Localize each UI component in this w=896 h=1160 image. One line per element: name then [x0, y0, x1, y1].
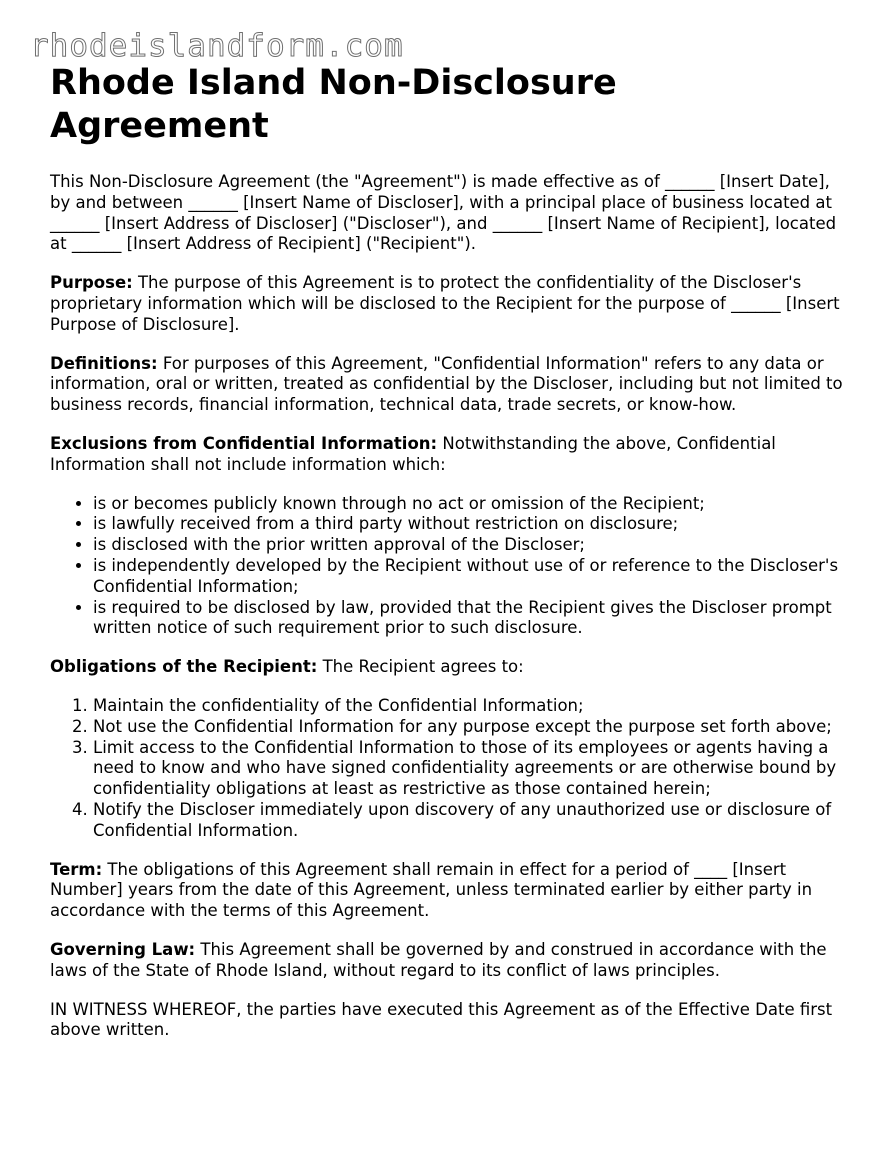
- obligations-heading: Obligations of the Recipient:: [50, 657, 318, 677]
- definitions-section: [50, 354, 850, 416]
- list-item: 3. Limit access to the Confidential Information to those of its employees or agents having a need to know and who have signed confidentiality agreements or are otherwise bound by confidentiality obligations at least as restrictive as those contained herein;: [93, 738, 850, 800]
- purpose-heading: Purpose:: [50, 273, 133, 293]
- exclusions-list: [50, 494, 850, 640]
- obligations-list: [50, 696, 850, 842]
- definitions-text: For purposes of this Agreement, "Confidential Information" refers to any data or information, oral or written, treated as confidential by the Discloser, including but not limited to business records, financial information, technical data, trade secrets, or know-how.: [50, 353, 843, 415]
- exclusions-section: [50, 434, 850, 476]
- term-text: The obligations of this Agreement shall remain in effect for a period of ____ [Insert Number] years from the date of this Agreement, unless terminated earlier by either party in accordance with the terms of this Agreement.: [50, 859, 813, 921]
- definitions-heading: Definitions:: [50, 353, 158, 373]
- list-item: • is independently developed by the Recipient without use of or reference to the Discloser's Confidential Information;: [93, 556, 850, 598]
- page-title: Rhode Island Non-Disclosure Agreement: [50, 63, 617, 146]
- governing-law-text: This Agreement shall be governed by and construed in accordance with the laws of the State of Rhode Island, without regard to its conflict of laws principles.: [50, 939, 827, 980]
- intro-paragraph: This Non-Disclosure Agreement (the "Agreement") is made effective as of ______ [Insert Date], by and between ______ [Insert Name of Discloser], with a principal place of business located at ______ [Insert Address of Discloser] ("Discloser"), and ______ [Insert Name of Recipient], located at ______ [Insert Address of Recipient] ("Recipient").: [50, 172, 837, 254]
- site-watermark: rhodeislandform.com: [30, 28, 404, 64]
- purpose-text: The purpose of this Agreement is to protect the confidentiality of the Discloser's proprietary information which will be disclosed to the Recipient for the purpose of ______ [Insert Purpose of Disclosure].: [50, 273, 840, 334]
- list-item: • is disclosed with the prior written approval of the Discloser;: [93, 535, 850, 556]
- term-section: [50, 860, 850, 922]
- list-item: • is or becomes publicly known through no act or omission of the Recipient;: [93, 494, 850, 515]
- obligations-text: The Recipient agrees to:: [317, 657, 524, 677]
- document-body: [50, 62, 850, 1059]
- list-item: • is required to be disclosed by law, provided that the Recipient gives the Discloser prompt written notice of such requirement prior to such disclosure.: [93, 598, 850, 640]
- term-heading: Term:: [50, 859, 103, 879]
- governing-law-section: [50, 940, 850, 982]
- governing-law-heading: Governing Law:: [50, 939, 196, 959]
- witness-paragraph: IN WITNESS WHEREOF, the parties have executed this Agreement as of the Effective Date first above written.: [50, 999, 833, 1040]
- obligations-section: [50, 657, 850, 678]
- exclusions-heading: Exclusions from Confidential Information:: [50, 433, 438, 453]
- list-item: 1. Maintain the confidentiality of the Confidential Information;: [93, 696, 850, 717]
- exclusions-text: Notwithstanding the above, Confidential Information shall not include information which:: [50, 433, 776, 474]
- list-item: • is lawfully received from a third party without restriction on disclosure;: [93, 514, 850, 535]
- purpose-section: [50, 273, 850, 335]
- list-item: 2. Not use the Confidential Information for any purpose except the purpose set forth above;: [93, 717, 850, 738]
- list-item: 4. Notify the Discloser immediately upon discovery of any unauthorized use or disclosure of Confidential Information.: [93, 800, 850, 842]
